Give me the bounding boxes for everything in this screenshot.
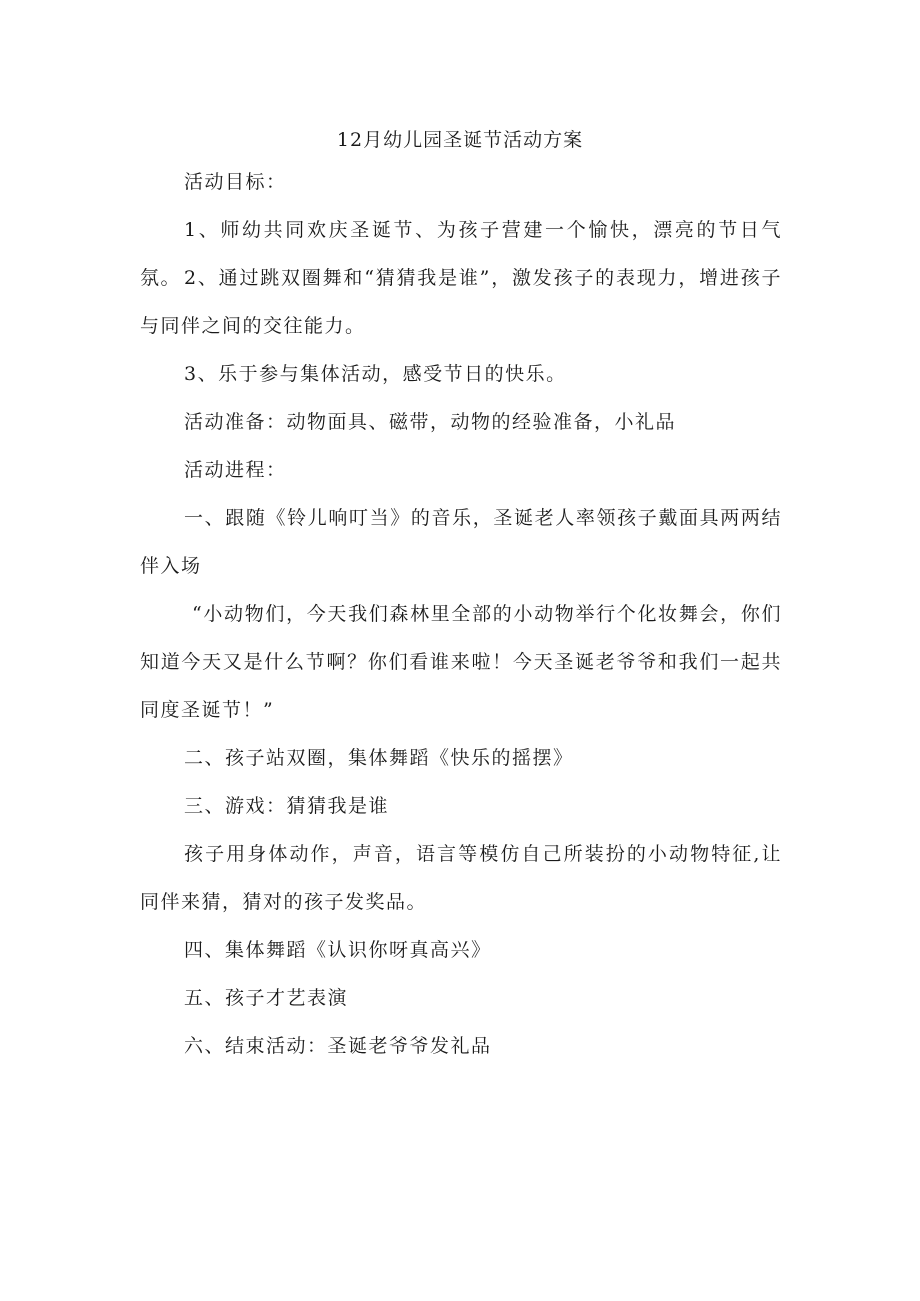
process-step-3: 三、游戏：猜猜我是谁 [184,795,390,817]
document-title: 12月幼儿园圣诞节活动方案 [336,129,584,151]
game-description: 孩子用身体动作，声音，语言等模仿自己所装扮的小动物特征,让同伴来猜，猜对的孩子发奖品。 [140,843,782,913]
goal-heading: 活动目标： [184,171,287,193]
process-heading: 活动进程： [184,459,287,481]
process-step-5: 五、孩子才艺表演 [184,987,349,1009]
process-step-1: 一、跟随《铃儿响叮当》的音乐，圣诞老人率领孩子戴面具两两结伴入场 [140,507,782,577]
goal-item-1: 1、师幼共同欢庆圣诞节、为孩子营建一个愉快，漂亮的节日气氛。 [140,219,782,289]
santa-quote: “小动物们，今天我们森林里全部的小动物举行个化妆舞会，你们知道今天又是什么节啊？你们看谁来啦！今天圣诞老爷爷和我们一起共同度圣诞节！” [140,603,782,721]
process-step-4: 四、集体舞蹈《认识你呀真高兴》 [184,939,492,961]
process-step-6: 六、结束活动：圣诞老爷爷发礼品 [184,1035,492,1057]
process-step-2: 二、孩子站双圈，集体舞蹈《快乐的摇摆》 [184,747,574,769]
goal-item-3: 3、乐于参与集体活动，感受节日的快乐。 [184,363,567,385]
activity-preparation: 活动准备：动物面具、磁带，动物的经验准备，小礼品 [184,411,677,433]
goal-item-2: 2、通过跳双圈舞和“猜猜我是谁”，激发孩子的表现力，增进孩子与同伴之间的交往能力。 [140,267,782,337]
